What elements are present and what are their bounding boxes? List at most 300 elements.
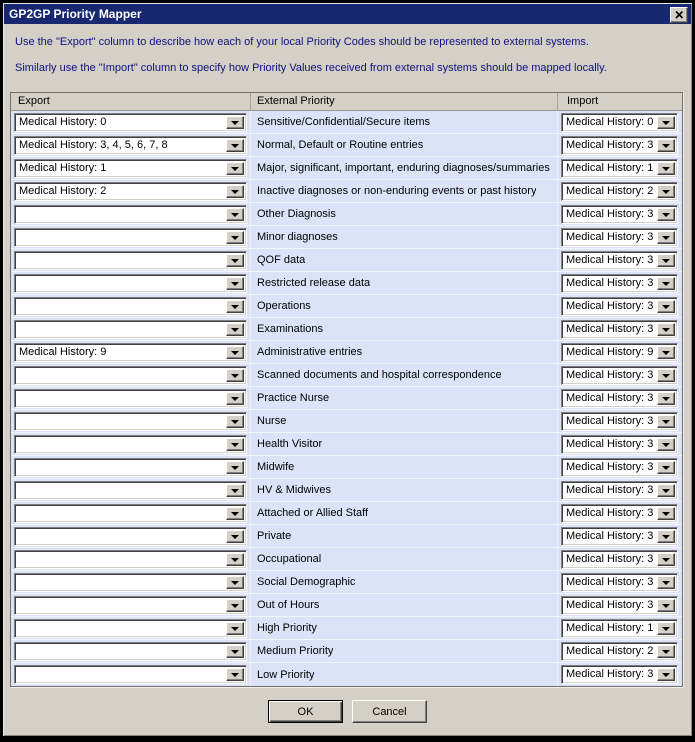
import-combo[interactable] [561,596,678,615]
chevron-down-icon [231,650,239,654]
export-cell [11,111,251,133]
dropdown-button[interactable] [226,208,244,221]
import-combo-value: Medical History: 3 [566,323,654,335]
export-combo[interactable] [14,343,247,362]
table-row [11,180,682,203]
table-row [11,111,682,134]
import-cell [558,203,682,225]
export-cell [11,249,251,271]
import-combo-value: Medical History: 1 [566,622,654,634]
header-external-priority: External Priority [251,93,558,110]
dropdown-button[interactable] [226,300,244,313]
import-combo-value: Medical History: 3 [566,139,654,151]
export-combo[interactable] [14,550,247,569]
import-cell [558,226,682,248]
import-combo-value: Medical History: 3 [566,507,654,519]
titlebar [4,4,691,24]
external-priority-label: Scanned documents and hospital correspondence [257,369,502,381]
import-combo-value: Medical History: 3 [566,231,654,243]
dropdown-button[interactable] [226,139,244,152]
import-combo[interactable] [561,550,678,569]
chevron-down-icon [662,512,670,516]
export-cell [11,272,251,294]
chevron-down-icon [231,144,239,148]
export-cell [11,479,251,501]
export-combo[interactable] [14,228,247,247]
external-priority-label: Low Priority [257,668,315,681]
chevron-down-icon [662,558,670,562]
external-priority-label: Social Demographic [257,576,356,588]
dropdown-button[interactable] [657,461,675,474]
external-priority-label: Sensitive/Confidential/Secure items [257,116,431,128]
import-cell [558,617,682,639]
external-priority-cell [251,410,558,432]
dropdown-button[interactable] [657,323,675,336]
import-combo-value: Medical History: 3 [566,576,654,588]
external-priority-label: Administrative entries [257,346,363,358]
import-combo[interactable] [561,389,678,408]
chevron-down-icon [662,328,670,332]
import-cell [558,272,682,294]
import-combo[interactable] [561,619,678,638]
dropdown-button[interactable] [657,162,675,175]
dropdown-button[interactable] [226,507,244,520]
import-combo[interactable] [561,320,678,339]
import-combo[interactable] [561,136,678,155]
external-priority-label: Inactive diagnoses or non-enduring events or past history [257,185,537,197]
dropdown-button[interactable] [226,576,244,589]
chevron-down-icon [662,397,670,401]
chevron-down-icon [231,236,239,240]
dropdown-button[interactable] [657,415,675,428]
chevron-down-icon [662,627,670,631]
export-cell [11,387,251,409]
external-priority-cell [251,525,558,547]
import-combo-value: Medical History: 3 [566,369,654,381]
dropdown-button[interactable] [657,484,675,497]
export-cell [11,180,251,202]
external-priority-label: Major, significant, important, enduring diagnoses/summaries [257,162,550,174]
table-row [11,203,682,226]
chevron-down-icon [662,673,670,677]
table-row [11,548,682,571]
chevron-down-icon [662,466,670,470]
export-combo[interactable] [14,481,247,500]
external-priority-cell [251,111,558,133]
export-combo[interactable] [14,389,247,408]
dropdown-button[interactable] [226,622,244,635]
export-cell [11,640,251,662]
dropdown-button[interactable] [226,392,244,405]
external-priority-cell [251,617,558,639]
table-row [11,479,682,502]
dropdown-button[interactable] [226,162,244,175]
chevron-down-icon [231,282,239,286]
export-combo[interactable] [14,297,247,316]
dropdown-button[interactable] [657,369,675,382]
dropdown-button[interactable] [657,622,675,635]
import-cell [558,525,682,547]
chevron-down-icon [231,558,239,562]
import-combo-value: Medical History: 3 [566,484,654,496]
export-combo[interactable] [14,205,247,224]
external-priority-cell [251,226,558,248]
chevron-down-icon [662,190,670,194]
chevron-down-icon [231,512,239,516]
dropdown-button[interactable] [226,484,244,497]
export-combo-value: Medical History: 3, 4, 5, 6, 7, 8 [19,139,168,151]
export-combo[interactable] [14,251,247,270]
dropdown-button[interactable] [226,116,244,129]
import-combo-value: Medical History: 3 [566,668,654,680]
chevron-down-icon [662,581,670,585]
chevron-down-icon [231,213,239,217]
external-priority-label: Attached or Allied Staff [257,507,369,519]
cancel-button[interactable]: Cancel [352,700,427,723]
chevron-down-icon [231,420,239,424]
import-cell [558,341,682,363]
import-cell [558,410,682,432]
import-combo[interactable] [561,297,678,316]
export-combo[interactable] [14,366,247,385]
dropdown-button[interactable] [226,599,244,612]
import-cell [558,479,682,501]
import-combo[interactable] [561,228,678,247]
chevron-down-icon [231,328,239,332]
export-combo[interactable] [14,527,247,546]
import-combo-value: Medical History: 9 [566,346,654,358]
import-combo-value: Medical History: 3 [566,438,654,450]
dropdown-button[interactable] [657,576,675,589]
chevron-down-icon [231,374,239,378]
chevron-down-icon [231,627,239,631]
external-priority-label: Out of Hours [257,599,320,611]
dropdown-button[interactable] [226,346,244,359]
chevron-down-icon [662,535,670,539]
chevron-down-icon [662,650,670,654]
import-cell [558,640,682,662]
external-priority-cell [251,571,558,593]
export-cell [11,433,251,455]
import-combo-value: Medical History: 3 [566,530,654,542]
external-priority-label: Medium Priority [257,645,334,657]
external-priority-cell [251,364,558,386]
dropdown-button[interactable] [226,185,244,198]
external-priority-label: Midwife [257,461,295,473]
dropdown-button[interactable] [657,254,675,267]
external-priority-label: Restricted release data [257,277,371,289]
export-cell [11,525,251,547]
external-priority-cell [251,433,558,455]
import-combo-value: Medical History: 3 [566,415,654,427]
export-cell [11,134,251,156]
import-combo[interactable] [561,665,678,684]
import-combo-value: Medical History: 3 [566,277,654,289]
dropdown-button[interactable] [226,553,244,566]
export-combo[interactable] [14,504,247,523]
import-combo[interactable] [561,412,678,431]
table-row [11,525,682,548]
import-combo[interactable] [561,205,678,224]
chevron-down-icon [231,259,239,263]
export-cell [11,318,251,340]
import-cell [558,456,682,478]
dropdown-button[interactable] [657,231,675,244]
dropdown-button[interactable] [657,668,675,681]
dropdown-button[interactable] [226,645,244,658]
chevron-down-icon [231,397,239,401]
dialog-surface [3,3,692,736]
external-priority-cell [251,203,558,225]
import-combo[interactable] [561,182,678,201]
dropdown-button[interactable] [657,300,675,313]
dropdown-button[interactable] [226,415,244,428]
export-combo-value: Medical History: 0 [19,116,107,128]
external-priority-label: Examinations [257,323,324,335]
dropdown-button[interactable] [657,139,675,152]
export-combo[interactable] [14,412,247,431]
export-combo[interactable] [14,159,247,178]
export-cell [11,502,251,524]
table-row [11,456,682,479]
chevron-down-icon [662,236,670,240]
dropdown-button[interactable] [657,185,675,198]
import-combo[interactable] [561,481,678,500]
export-cell [11,341,251,363]
import-cell [558,663,682,686]
import-combo[interactable] [561,366,678,385]
export-cell [11,295,251,317]
import-combo-value: Medical History: 3 [566,254,654,266]
table-row [11,318,682,341]
dropdown-button[interactable] [226,277,244,290]
export-cell [11,663,251,686]
import-combo[interactable] [561,343,678,362]
table-row [11,640,682,663]
dropdown-button[interactable] [226,438,244,451]
import-combo[interactable] [561,113,678,132]
import-combo[interactable] [561,435,678,454]
chevron-down-icon [662,420,670,424]
table-row [11,295,682,318]
window-title: GP2GP Priority Mapper [9,7,142,21]
export-combo[interactable] [14,665,247,684]
chevron-down-icon [662,374,670,378]
header-import: Import [567,95,599,107]
external-priority-cell [251,548,558,570]
external-priority-cell [251,295,558,317]
external-priority-cell [251,272,558,294]
dropdown-button[interactable] [226,369,244,382]
export-combo-value: Medical History: 2 [19,185,107,197]
import-combo-value: Medical History: 3 [566,599,654,611]
dropdown-button[interactable] [226,461,244,474]
table-row [11,157,682,180]
table-row [11,387,682,410]
export-combo[interactable] [14,435,247,454]
dropdown-button[interactable] [657,116,675,129]
dropdown-button[interactable] [226,231,244,244]
dropdown-button[interactable] [657,599,675,612]
external-priority-cell [251,249,558,271]
import-cell [558,364,682,386]
import-combo-value: Medical History: 0 [566,116,654,128]
dropdown-button[interactable] [226,668,244,681]
import-cell [558,157,682,179]
import-combo-value: Medical History: 3 [566,208,654,220]
export-combo[interactable] [14,619,247,638]
external-priority-cell [251,180,558,202]
dropdown-button[interactable] [657,346,675,359]
export-combo[interactable] [14,113,247,132]
export-cell [11,548,251,570]
import-combo-value: Medical History: 3 [566,392,654,404]
chevron-down-icon [662,604,670,608]
table-row [11,433,682,456]
chevron-down-icon [231,604,239,608]
instruction-line-2: Similarly use the "Import" column to specify how Priority Values received from external systems should be mapped locally. [15,62,607,74]
chevron-down-icon [662,443,670,447]
chevron-down-icon [662,144,670,148]
chevron-down-icon [231,673,239,677]
export-cell [11,617,251,639]
export-cell [11,594,251,616]
export-combo[interactable] [14,573,247,592]
import-combo[interactable] [561,159,678,178]
dropdown-button[interactable] [657,553,675,566]
external-priority-label: Practice Nurse [257,392,330,404]
dropdown-button[interactable] [226,323,244,336]
import-cell [558,134,682,156]
import-combo[interactable] [561,274,678,293]
external-priority-label: High Priority [257,622,317,634]
import-cell [558,548,682,570]
export-combo[interactable] [14,320,247,339]
import-cell [558,295,682,317]
export-combo[interactable] [14,136,247,155]
external-priority-label: Minor diagnoses [257,231,338,243]
external-priority-cell [251,456,558,478]
export-combo[interactable] [14,642,247,661]
export-combo[interactable] [14,182,247,201]
dropdown-button[interactable] [657,507,675,520]
import-combo[interactable] [561,251,678,270]
external-priority-cell [251,640,558,662]
dropdown-button[interactable] [657,392,675,405]
table-row [11,249,682,272]
dropdown-button[interactable] [657,208,675,221]
external-priority-label: Nurse [257,415,287,427]
export-combo-value: Medical History: 9 [19,346,107,358]
dropdown-button[interactable] [657,645,675,658]
export-cell [11,410,251,432]
table-row [11,226,682,249]
table-row [11,502,682,525]
table-rows [11,111,682,686]
chevron-down-icon [231,581,239,585]
import-combo[interactable] [561,573,678,592]
chevron-down-icon [662,259,670,263]
chevron-down-icon [662,213,670,217]
external-priority-label: Other Diagnosis [257,208,336,220]
export-cell [11,203,251,225]
external-priority-cell [251,157,558,179]
export-combo[interactable] [14,458,247,477]
import-combo-value: Medical History: 2 [566,185,654,197]
import-combo-value: Medical History: 3 [566,300,654,312]
external-priority-cell [251,318,558,340]
import-cell [558,594,682,616]
external-priority-cell [251,502,558,524]
chevron-down-icon [231,305,239,309]
import-combo-value: Medical History: 1 [566,162,654,174]
external-priority-label: QOF data [257,254,306,266]
chevron-down-icon [231,167,239,171]
dropdown-button[interactable] [657,277,675,290]
import-cell [558,571,682,593]
chevron-down-icon [662,351,670,355]
dropdown-button[interactable] [226,254,244,267]
import-combo[interactable] [561,504,678,523]
external-priority-label: Normal, Default or Routine entries [257,139,424,151]
import-cell [558,387,682,409]
chevron-down-icon [662,305,670,309]
dropdown-button[interactable] [226,530,244,543]
chevron-down-icon [231,351,239,355]
table-row [11,134,682,157]
external-priority-cell [251,479,558,501]
external-priority-cell [251,663,558,686]
table-header [11,93,682,111]
dropdown-button[interactable] [657,530,675,543]
instruction-line-1: Use the "Export" column to describe how each of your local Priority Codes should be represented to external systems. [15,36,589,48]
table-row [11,272,682,295]
import-combo[interactable] [561,458,678,477]
chevron-down-icon [231,443,239,447]
priority-mapping-table [10,92,683,687]
import-cell [558,502,682,524]
import-combo[interactable] [561,642,678,661]
external-priority-cell [251,594,558,616]
import-combo[interactable] [561,527,678,546]
export-combo[interactable] [14,274,247,293]
ok-button[interactable]: OK [268,700,343,723]
import-cell [558,318,682,340]
export-cell [11,157,251,179]
chevron-down-icon [662,167,670,171]
external-priority-label: Health Visitor [257,438,323,450]
import-cell [558,249,682,271]
export-cell [11,456,251,478]
external-priority-label: Operations [257,300,311,312]
dropdown-button[interactable] [657,438,675,451]
chevron-down-icon [231,466,239,470]
chevron-down-icon [231,190,239,194]
import-cell [558,111,682,133]
table-row [11,410,682,433]
chevron-down-icon [662,121,670,125]
import-combo-value: Medical History: 3 [566,461,654,473]
external-priority-cell [251,341,558,363]
export-cell [11,226,251,248]
header-export: Export [11,93,251,110]
export-combo[interactable] [14,596,247,615]
table-row [11,364,682,387]
import-combo-value: Medical History: 3 [566,553,654,565]
close-icon [675,11,684,19]
table-row [11,341,682,364]
close-button[interactable] [670,7,688,23]
